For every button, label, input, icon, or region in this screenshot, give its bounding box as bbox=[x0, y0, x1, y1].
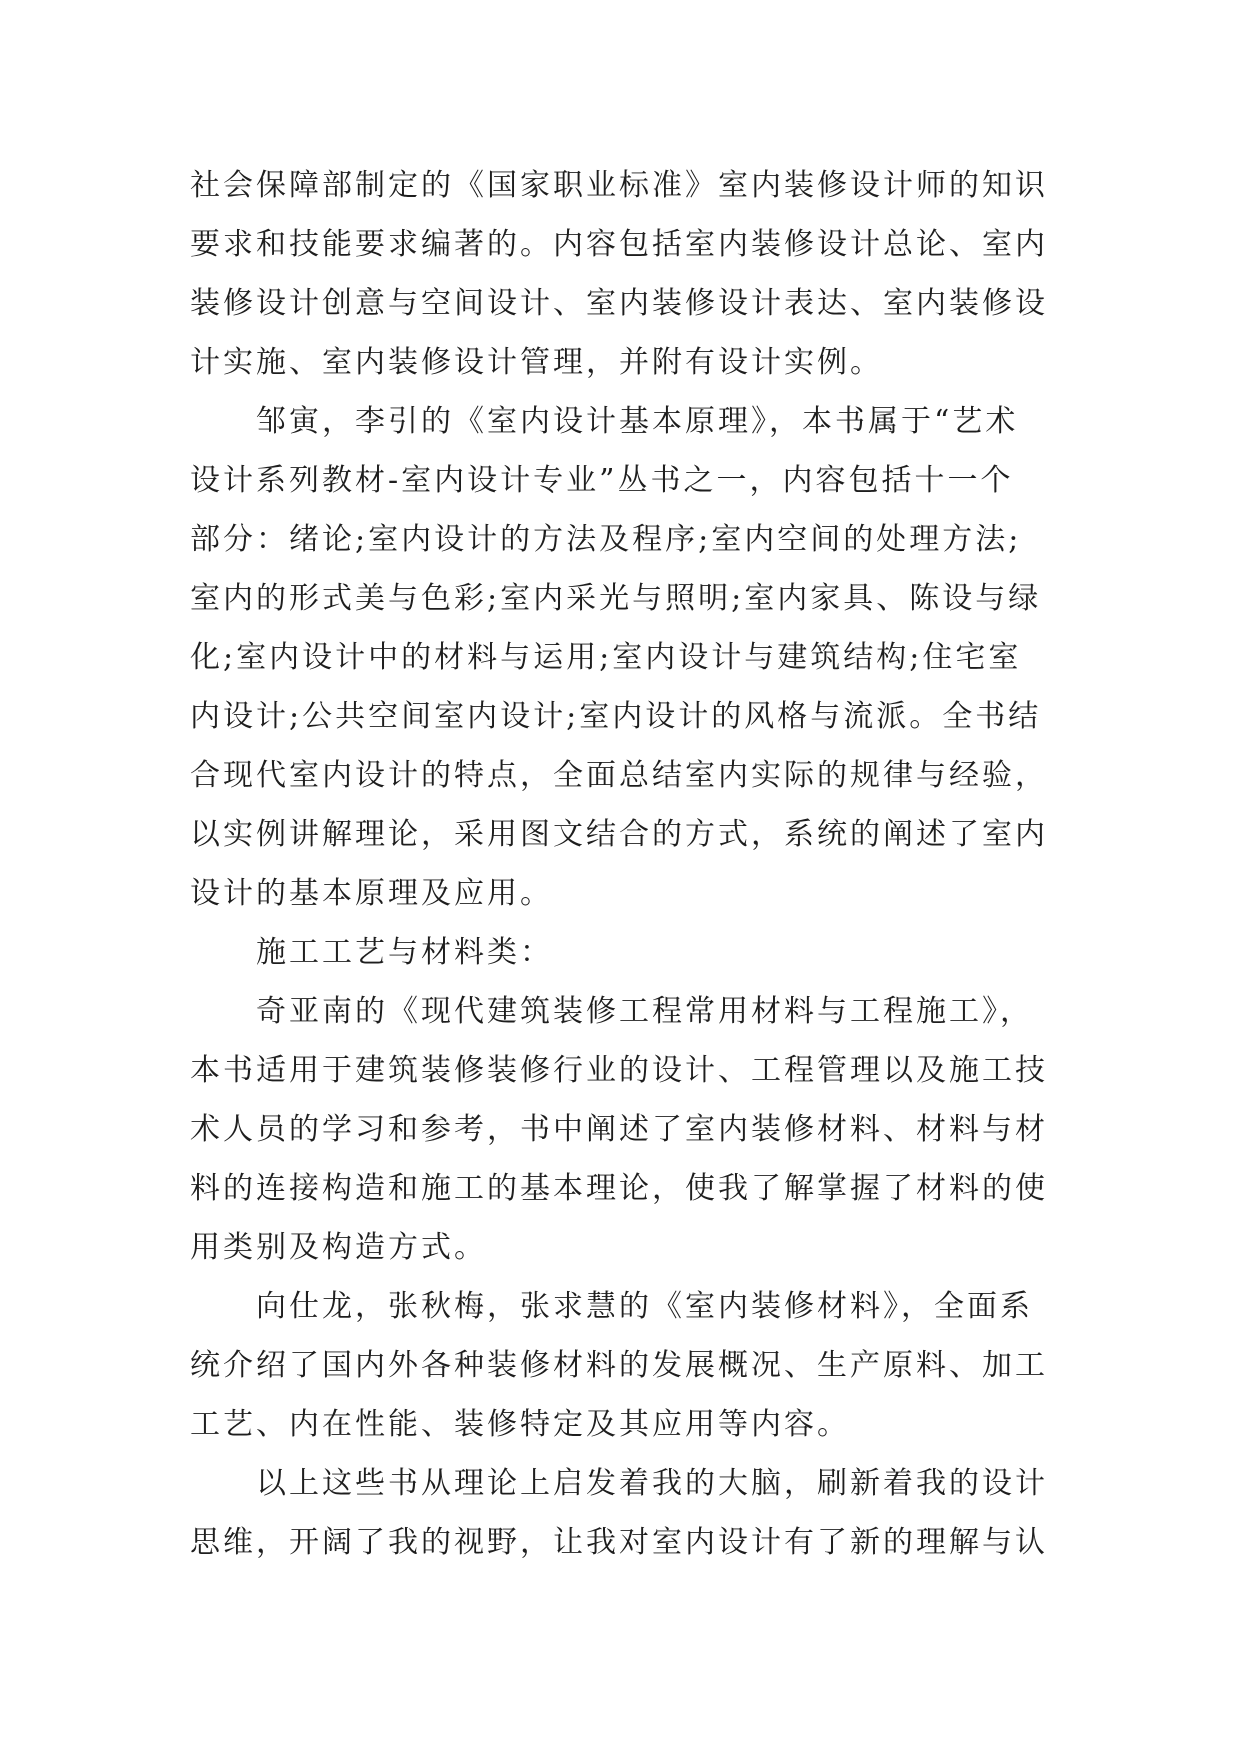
text-line: 本书适用于建筑装修装修行业的设计、工程管理以及施工技 bbox=[190, 1053, 1048, 1088]
paragraph-design-principles bbox=[190, 392, 1090, 923]
text-line: 装修设计创意与空间设计、室内装修设计表达、室内装修设 bbox=[190, 286, 1048, 321]
text-line: 工艺、内在性能、装修特定及其应用等内容。 bbox=[190, 1407, 850, 1442]
paragraph-standards-book bbox=[190, 156, 1090, 392]
section-heading-construction-materials bbox=[190, 923, 1090, 982]
text-line: 用类别及构造方式。 bbox=[190, 1230, 487, 1265]
text-line: 设计系列教材-室内设计专业”丛书之一，内容包括十一个 bbox=[190, 463, 1014, 498]
text-line: 料的连接构造和施工的基本理论，使我了解掌握了材料的使 bbox=[190, 1171, 1048, 1206]
text-line: 邹寅，李引的《室内设计基本原理》，本书属于“艺术 bbox=[256, 404, 1019, 439]
paragraph-interior-materials bbox=[190, 1277, 1090, 1454]
section-heading: 施工工艺与材料类： bbox=[256, 935, 553, 970]
text-line: 部分：绪论;室内设计的方法及程序;室内空间的处理方法; bbox=[190, 522, 1022, 557]
text-line: 统介绍了国内外各种装修材料的发展概况、生产原料、加工 bbox=[190, 1348, 1048, 1383]
text-line: 计实施、室内装修设计管理，并附有设计实例。 bbox=[190, 345, 883, 380]
text-line: 社会保障部制定的《国家职业标准》室内装修设计师的知识 bbox=[190, 168, 1048, 203]
text-line: 思维，开阔了我的视野，让我对室内设计有了新的理解与认 bbox=[190, 1525, 1048, 1560]
text-line: 室内的形式美与色彩;室内采光与照明;室内家具、陈设与绿 bbox=[190, 581, 1042, 616]
text-line: 设计的基本原理及应用。 bbox=[190, 876, 553, 911]
body-text bbox=[190, 156, 1090, 1572]
paragraph-building-materials bbox=[190, 982, 1090, 1277]
text-line: 内设计;公共空间室内设计;室内设计的风格与流派。全书结 bbox=[190, 699, 1042, 734]
text-line: 以实例讲解理论，采用图文结合的方式，系统的阐述了室内 bbox=[190, 817, 1048, 852]
text-line: 以上这些书从理论上启发着我的大脑，刷新着我的设计 bbox=[256, 1466, 1048, 1501]
text-line: 化;室内设计中的材料与运用;室内设计与建筑结构;住宅室 bbox=[190, 640, 1022, 675]
text-line: 合现代室内设计的特点，全面总结室内实际的规律与经验， bbox=[190, 758, 1048, 793]
text-line: 要求和技能要求编著的。内容包括室内装修设计总论、室内 bbox=[190, 227, 1048, 262]
text-line: 向仕龙，张秋梅，张求慧的《室内装修材料》，全面系 bbox=[256, 1289, 1033, 1324]
text-line: 术人员的学习和参考，书中阐述了室内装修材料、材料与材 bbox=[190, 1112, 1048, 1147]
text-line: 奇亚南的《现代建筑装修工程常用材料与工程施工》， bbox=[256, 994, 1033, 1029]
paragraph-conclusion bbox=[190, 1454, 1090, 1572]
